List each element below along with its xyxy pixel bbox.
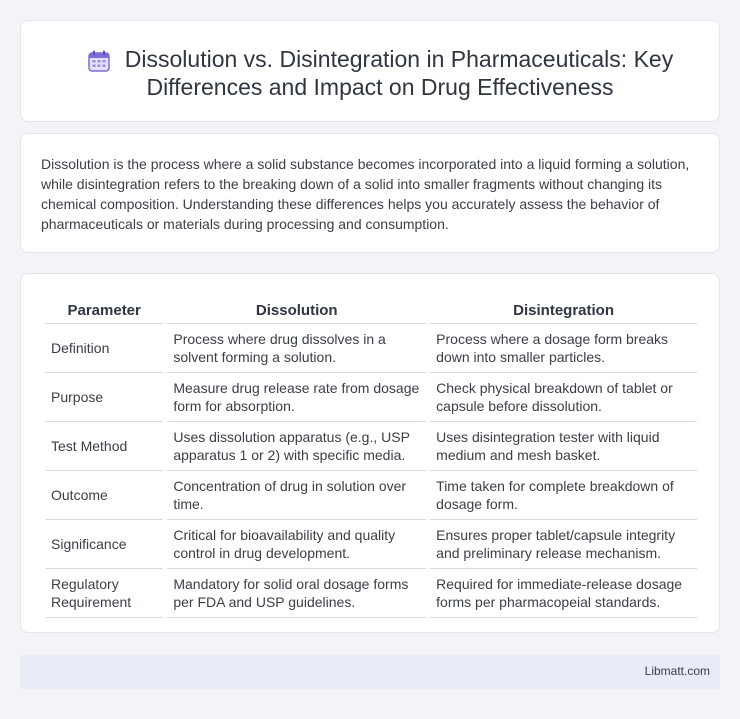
parameter-cell: Purpose [45, 373, 163, 422]
table-header-row [45, 294, 697, 324]
header-dissolution: Dissolution [167, 294, 426, 324]
parameter-cell: Regulatory Requirement [45, 569, 163, 618]
calendar-icon [87, 49, 111, 73]
table-row [45, 373, 697, 422]
intro-card [20, 133, 720, 253]
table-row [45, 569, 697, 618]
title-wrap [61, 45, 699, 101]
table-row [45, 520, 697, 569]
footer-site-link[interactable]: Libmatt.com [644, 664, 710, 678]
dissolution-cell: Process where drug dissolves in a solvent forming a solution. [167, 324, 426, 373]
header-disintegration: Disintegration [430, 294, 697, 324]
parameter-cell: Definition [45, 324, 163, 373]
disintegration-cell: Check physical breakdown of tablet or capsule before dissolution. [430, 373, 697, 422]
parameter-cell: Test Method [45, 422, 163, 471]
dissolution-cell: Uses dissolution apparatus (e.g., USP apparatus 1 or 2) with specific media. [167, 422, 426, 471]
footer [20, 655, 720, 689]
disintegration-cell: Required for immediate-release dosage forms per pharmacopeial standards. [430, 569, 697, 618]
disintegration-cell: Process where a dosage form breaks down into smaller particles. [430, 324, 697, 373]
title-card [20, 20, 720, 122]
comparison-table-card [20, 273, 720, 633]
dissolution-cell: Concentration of drug in solution over time. [167, 471, 426, 520]
header-parameter: Parameter [45, 294, 163, 324]
disintegration-cell: Time taken for complete breakdown of dosage form. [430, 471, 697, 520]
disintegration-cell: Uses disintegration tester with liquid medium and mesh basket. [430, 422, 697, 471]
parameter-cell: Significance [45, 520, 163, 569]
table-row [45, 422, 697, 471]
dissolution-cell: Critical for bioavailability and quality control in drug development. [167, 520, 426, 569]
dissolution-cell: Mandatory for solid oral dosage forms per FDA and USP guidelines. [167, 569, 426, 618]
comparison-table [41, 294, 701, 618]
intro-paragraph: Dissolution is the process where a solid substance becomes incorporated into a liquid forming a solution, while disintegration refers to the breaking down of a solid into smaller fragments without changing its chemical composition. Understanding these differences helps you accurately assess the behavior of pharmaceuticals or materials during processing and consumption. [41, 156, 690, 232]
parameter-cell: Outcome [45, 471, 163, 520]
table-row [45, 471, 697, 520]
table-row [45, 324, 697, 373]
dissolution-cell: Measure drug release rate from dosage form for absorption. [167, 373, 426, 422]
disintegration-cell: Ensures proper tablet/capsule integrity and preliminary release mechanism. [430, 520, 697, 569]
page-title-text: Dissolution vs. Disintegration in Pharmaceuticals: Key Differences and Impact on Drug Effectiveness [124, 46, 674, 100]
page-title [87, 46, 673, 100]
